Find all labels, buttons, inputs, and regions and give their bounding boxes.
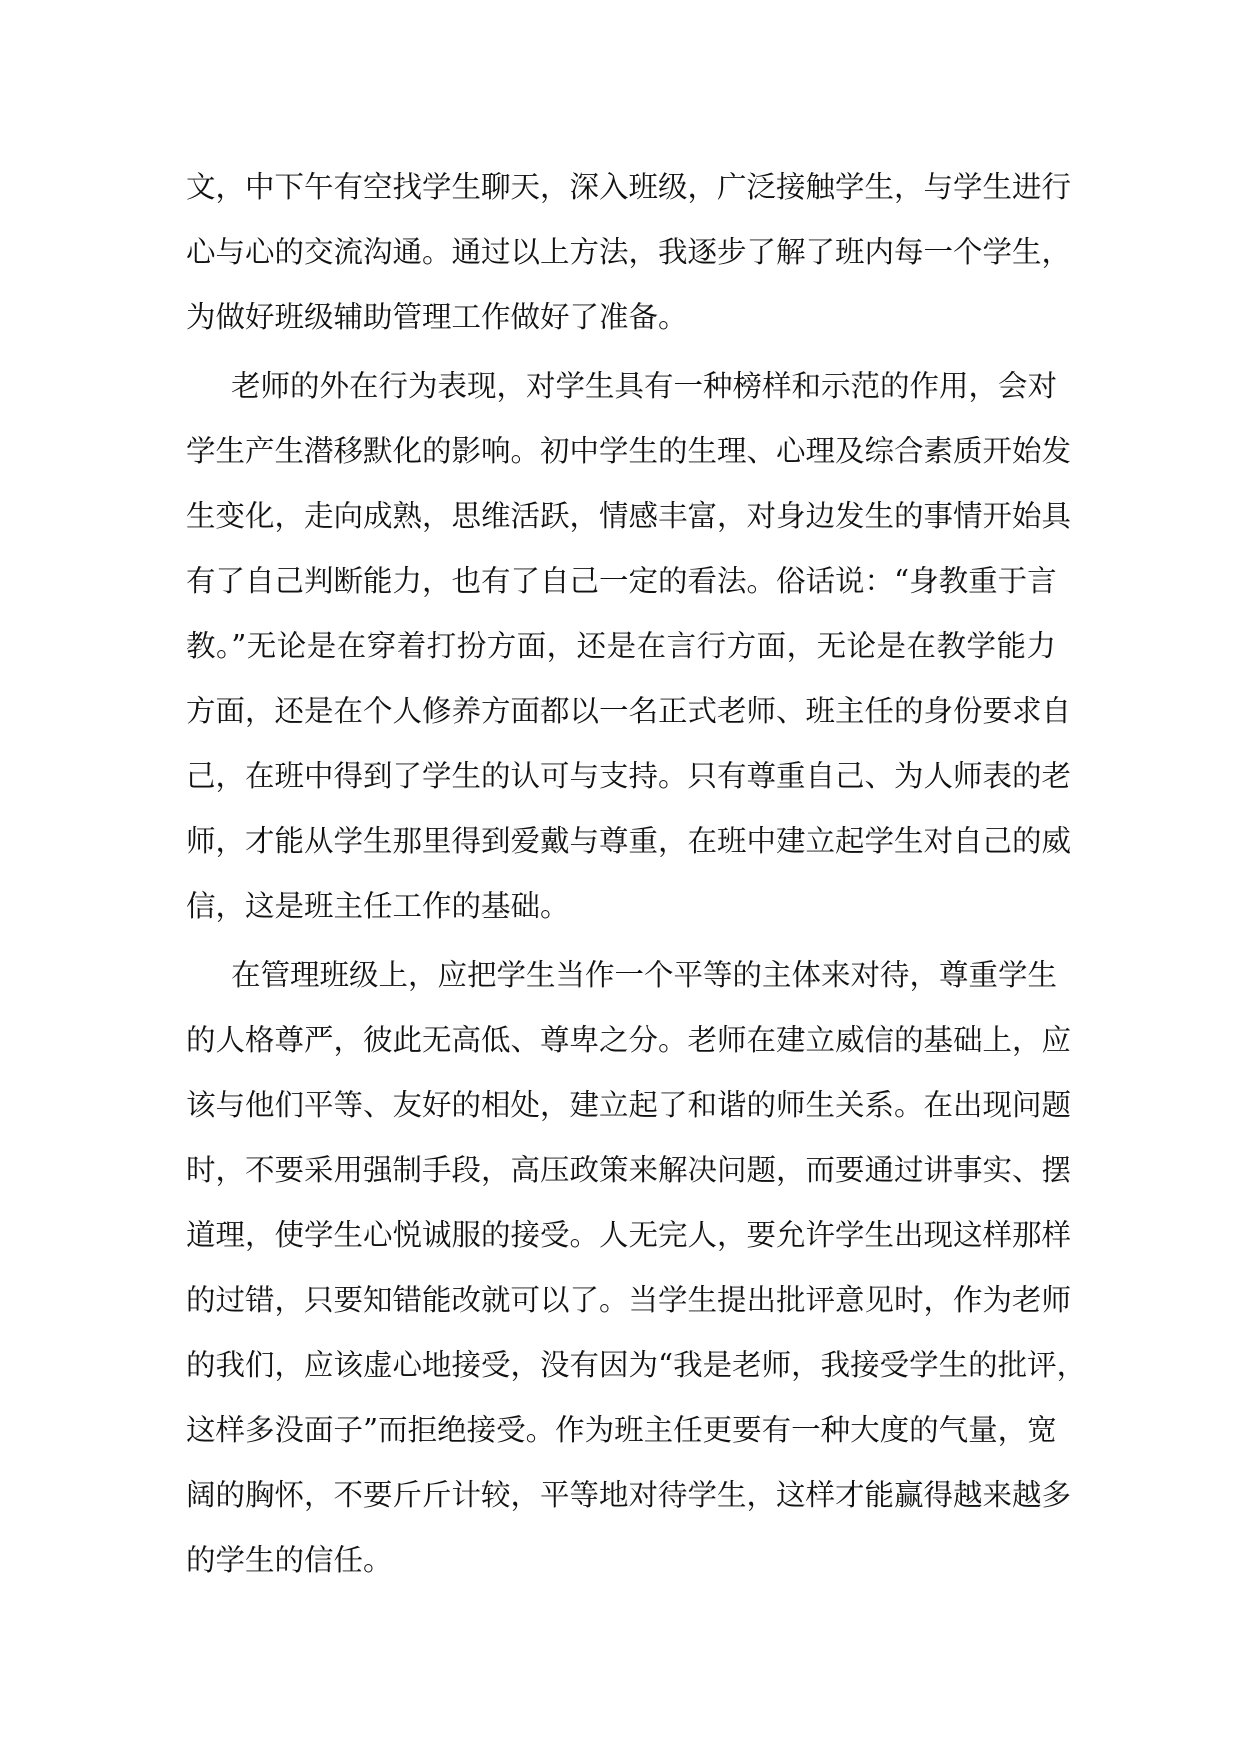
paragraph-3 [186,943,1087,1593]
text-line: 的过错，只要知错能改就可以了。当学生提出批评意见时，作为老师 [186,1283,1072,1317]
text-line: 文，中下午有空找学生聊天，深入班级，广泛接触学生，与学生进行 [186,170,1072,204]
text-line: 己，在班中得到了学生的认可与支持。只有尊重自己、为人师表的老 [186,759,1072,793]
text-line: 方面，还是在个人修养方面都以一名正式老师、班主任的身份要求自 [186,694,1072,728]
text-line: 的我们，应该虚心地接受，没有因为“我是老师，我接受学生的批评， [186,1348,1087,1382]
text-line: 教。”无论是在穿着打扮方面，还是在言行方面，无论是在教学能力 [186,629,1056,663]
text-line: 的人格尊严，彼此无高低、尊卑之分。老师在建立威信的基础上，应 [186,1023,1072,1057]
paragraph-1 [186,155,1072,350]
text-line: 老师的外在行为表现，对学生具有一种榜样和示范的作用，会对 [231,369,1058,403]
text-line: 生变化，走向成熟，思维活跃，情感丰富，对身边发生的事情开始具 [186,499,1072,533]
document-body [186,155,1087,1593]
text-line: 该与他们平等、友好的相处，建立起了和谐的师生关系。在出现问题 [186,1088,1072,1122]
paragraph-2 [186,354,1072,939]
text-line: 有了自己判断能力，也有了自己一定的看法。俗话说：“身教重于言 [186,564,1057,598]
text-line: 师，才能从学生那里得到爱戴与尊重，在班中建立起学生对自己的威 [186,824,1072,858]
text-line: 的学生的信任。 [186,1543,393,1577]
text-line: 阔的胸怀，不要斤斤计较，平等地对待学生，这样才能赢得越来越多 [186,1478,1072,1512]
text-line: 在管理班级上，应把学生当作一个平等的主体来对待，尊重学生 [231,958,1058,992]
text-line: 信，这是班主任工作的基础。 [186,889,570,923]
text-line: 时，不要采用强制手段，高压政策来解决问题，而要通过讲事实、摆 [186,1153,1072,1187]
text-line: 为做好班级辅助管理工作做好了准备。 [186,300,688,334]
text-line: 心与心的交流沟通。通过以上方法，我逐步了解了班内每一个学生， [186,235,1072,269]
text-line: 这样多没面子”而拒绝接受。作为班主任更要有一种大度的气量，宽 [186,1413,1057,1447]
text-line: 学生产生潜移默化的影响。初中学生的生理、心理及综合素质开始发 [186,434,1072,468]
text-line: 道理，使学生心悦诚服的接受。人无完人，要允许学生出现这样那样 [186,1218,1072,1252]
